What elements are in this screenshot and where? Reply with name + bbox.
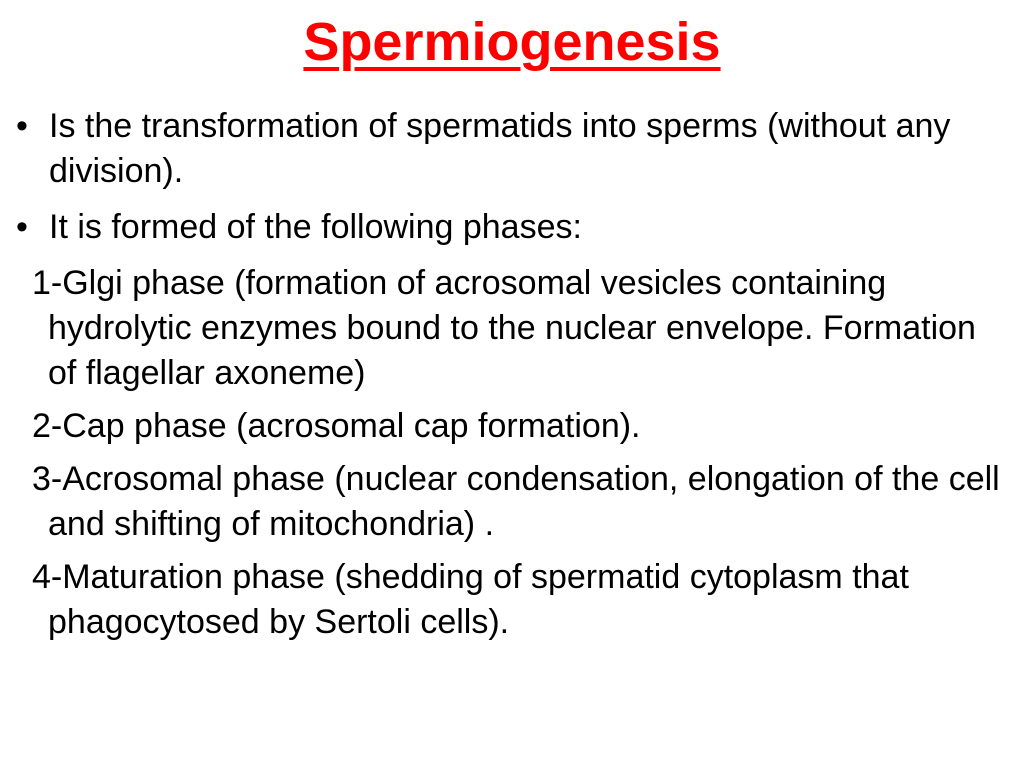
phase-item-acrosomal: 3-Acrosomal phase (nuclear condensation, elongation of the cell and shifting of mitochondria) . xyxy=(32,460,1000,543)
slide-title: Spermiogenesis xyxy=(303,12,721,72)
bullet-item-phases-intro xyxy=(16,205,1006,250)
phase-item-maturation: 4-Maturation phase (shedding of spermatid cytoplasm that phagocytosed by Sertoli cells). xyxy=(32,558,909,641)
bullet-icon: • xyxy=(16,107,28,145)
phase-item-cap: 2-Cap phase (acrosomal cap formation). xyxy=(32,407,641,445)
bullet-item-definition xyxy=(16,104,1006,194)
slide-content xyxy=(16,104,1006,653)
phase-item-golgi: 1-Glgi phase (formation of acrosomal vesicles containing hydrolytic enzymes bound to the nuclear envelope. Formation of flagellar axoneme) xyxy=(32,264,976,392)
bullet-text: Is the transformation of spermatids into sperms (without any division). xyxy=(49,107,951,190)
bullet-text: It is formed of the following phases: xyxy=(49,208,582,246)
bullet-icon: • xyxy=(16,208,28,246)
